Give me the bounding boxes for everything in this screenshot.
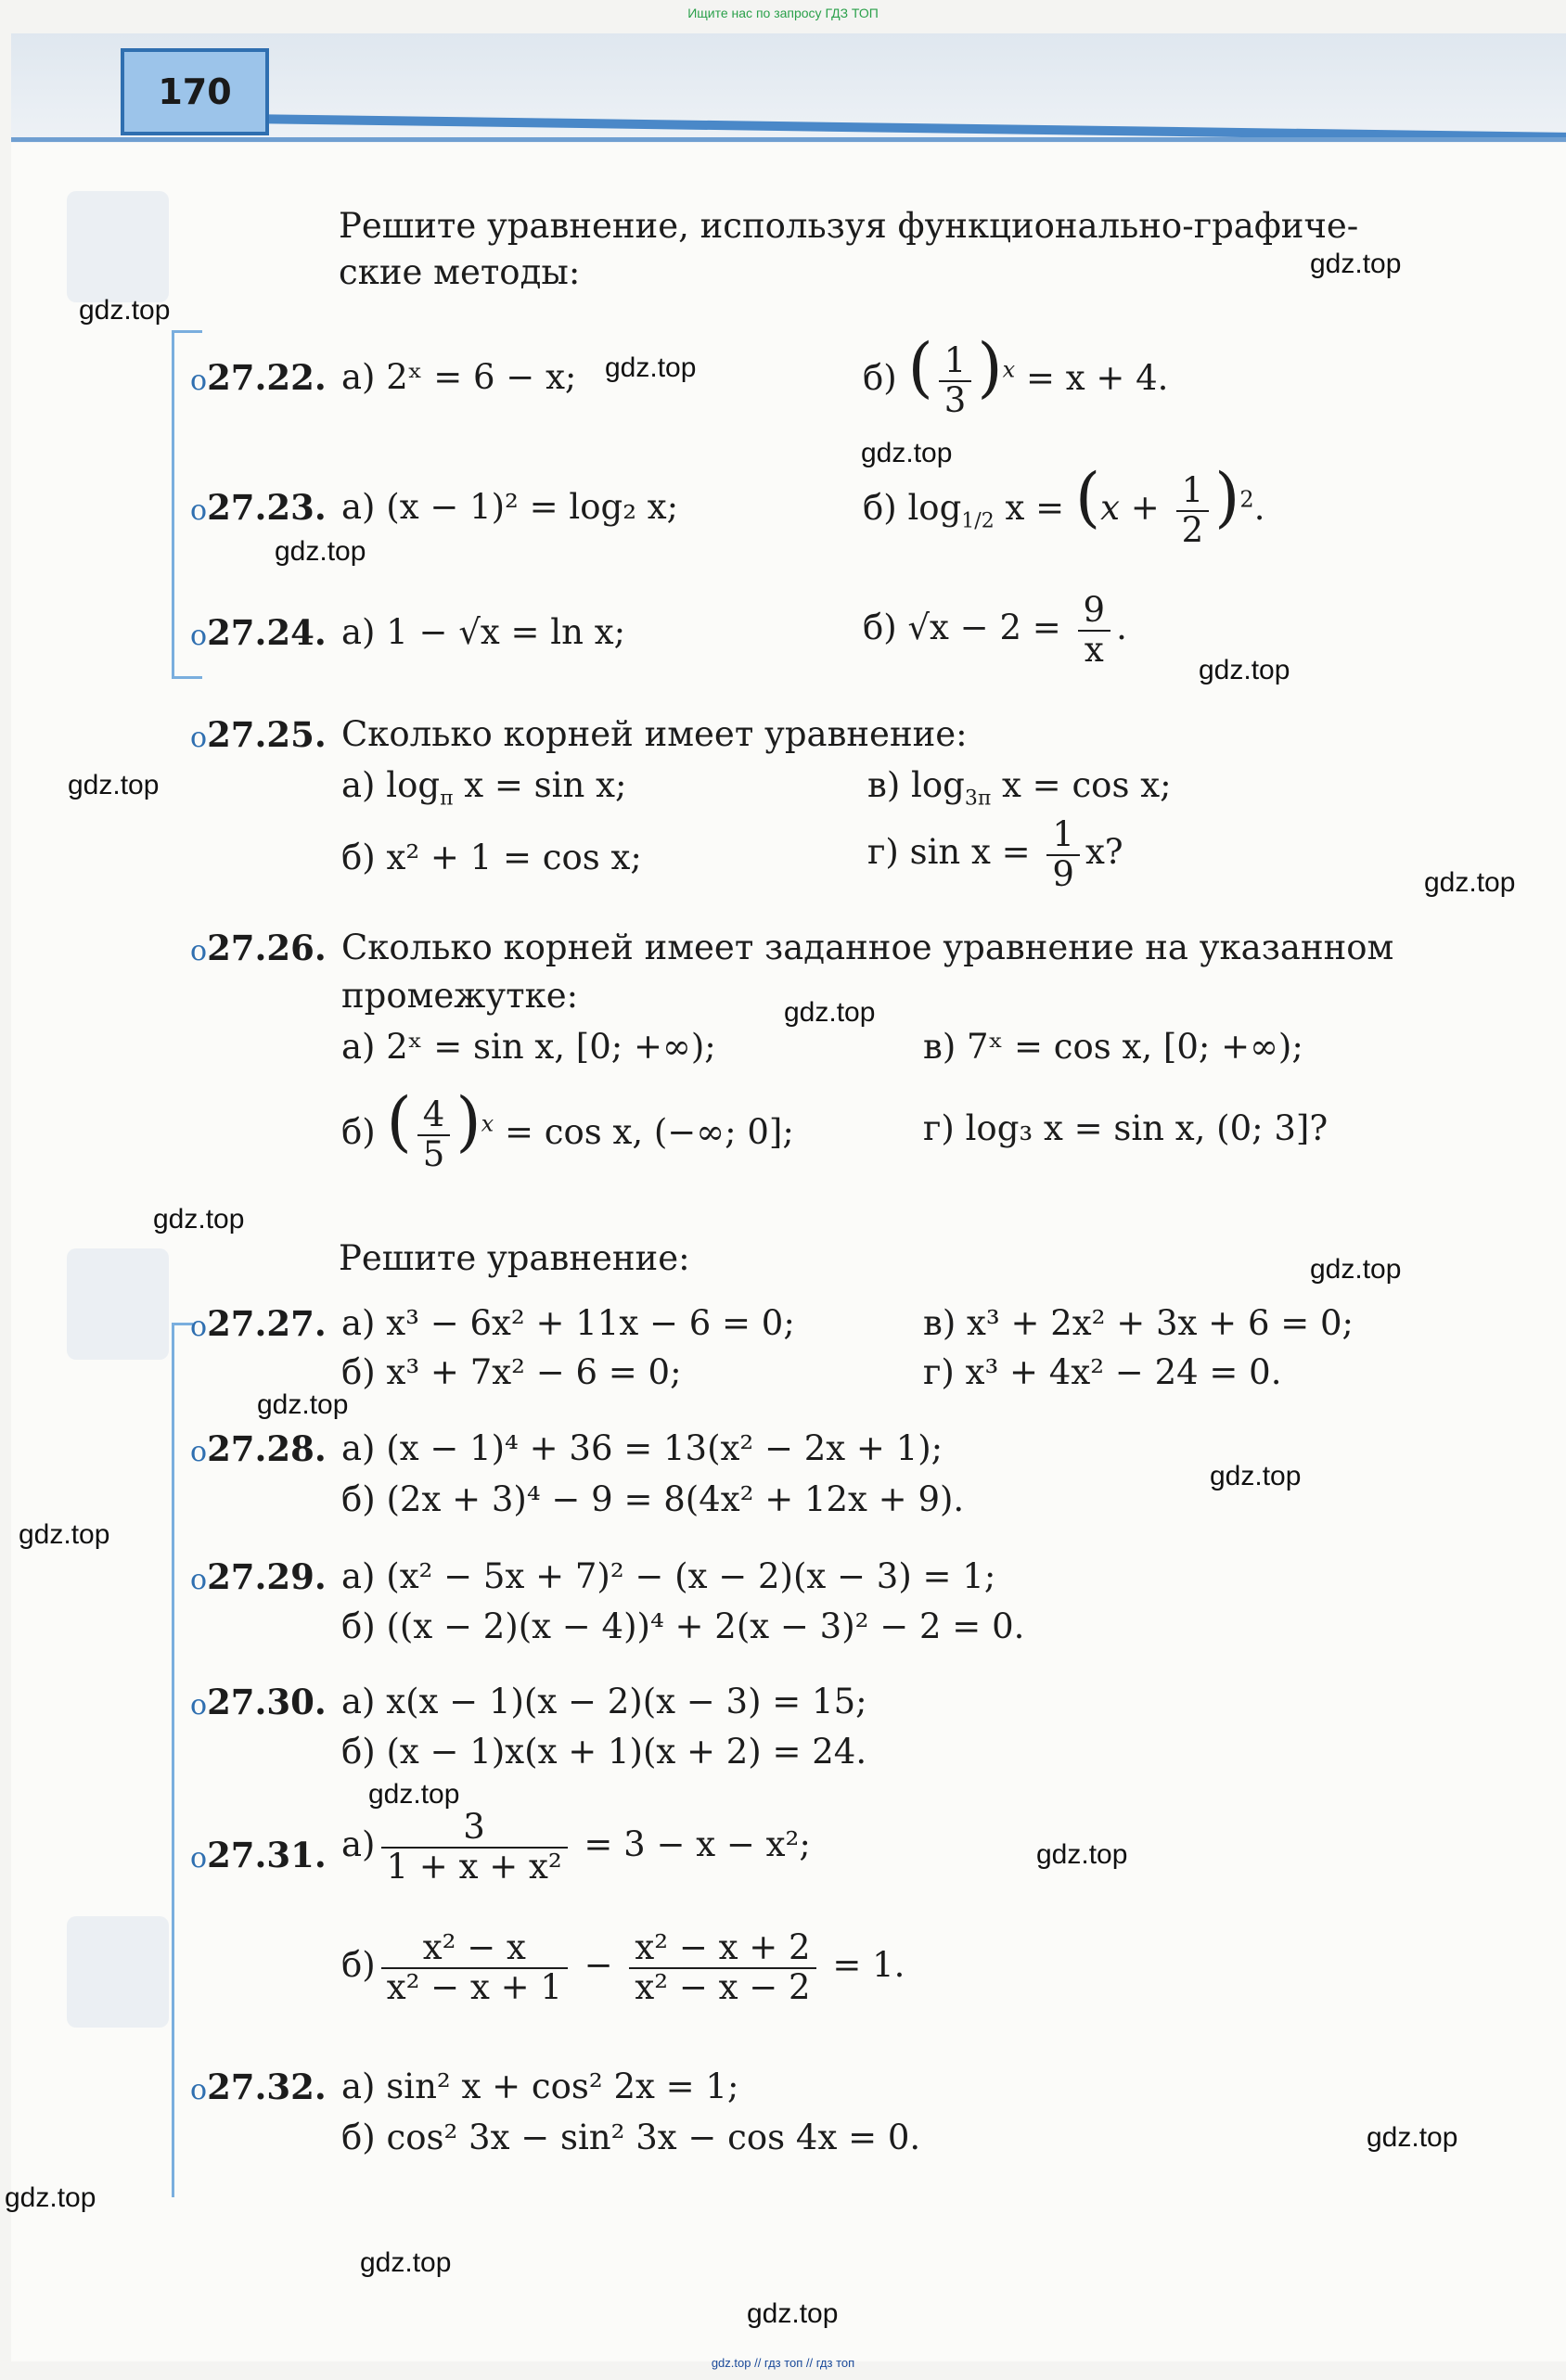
- problem-27-27-a: а) x³ − 6x² + 11x − 6 = 0;: [341, 1303, 795, 1343]
- ghost-arrow-middle: [67, 1248, 169, 1360]
- problem-number-27-24: o27.24.: [190, 612, 327, 653]
- ghost-arrow-top: [67, 191, 169, 302]
- problem-27-25-b: б) x² + 1 = cos x;: [341, 838, 642, 877]
- problem-27-27-v: в) x³ + 2x² + 3x + 6 = 0;: [923, 1303, 1354, 1343]
- problem-number-27-23: o27.23.: [190, 487, 327, 528]
- problem-number-27-31: o27.31.: [190, 1835, 327, 1875]
- ghost-arrow-bottom: [67, 1916, 169, 2028]
- problem-27-28-a: а) (x − 1)⁴ + 36 = 13(x² − 2x + 1);: [341, 1428, 943, 1468]
- problem-27-32-b: б) cos² 3x − sin² 3x − cos 4x = 0.: [341, 2118, 921, 2157]
- problem-27-30-b: б) (x − 1)x(x + 1)(x + 2) = 24.: [341, 1732, 867, 1772]
- watermark: gdz.top: [368, 1779, 460, 1810]
- problem-number-27-30: o27.30.: [190, 1682, 327, 1722]
- problem-27-30-a: а) x(x − 1)(x − 2)(x − 3) = 15;: [341, 1682, 867, 1721]
- problem-27-25-v: в) $\log_{3\pi} x = \cos x$;: [867, 765, 1172, 811]
- header-rule-lower: [11, 137, 1566, 142]
- watermark: gdz.top: [275, 536, 366, 567]
- watermark: gdz.top: [19, 1519, 110, 1550]
- watermark: gdz.top: [257, 1389, 349, 1420]
- watermark: gdz.top: [79, 295, 171, 326]
- watermark: gdz.top: [5, 2182, 96, 2213]
- problem-number-27-32: o27.32.: [190, 2067, 327, 2107]
- watermark: gdz.top: [1210, 1461, 1302, 1491]
- problem-27-25-title: Сколько корней имеет уравнение:: [341, 714, 968, 754]
- intro-solve: Решите уравнение:: [339, 1238, 690, 1278]
- problem-number-27-26: o27.26.: [190, 928, 327, 968]
- problem-27-26-b: б) ( $\frac{4}{5}$ )$^x$ = cos x, (−∞; 0];: [341, 1083, 794, 1174]
- problem-27-31-b: б) $\frac{\text{x² − x}}{\text{x² − x + 1}}$ − $\frac{\text{x² − x + 2}}{\text{x² − x − 2}}$ = 1.: [341, 1927, 905, 2007]
- problem-number-27-25: o27.25.: [190, 714, 327, 755]
- intro-text-line1: Решите уравнение, используя функционально-графиче-: [339, 206, 1359, 246]
- watermark: gdz.top: [1367, 2122, 1458, 2153]
- page-number: 170: [121, 48, 269, 135]
- watermark: gdz.top: [861, 438, 953, 468]
- problem-27-24-b: б) √x − 2 = $\frac{9}{x}$ .: [863, 590, 1127, 670]
- watermark: gdz.top: [68, 770, 160, 800]
- problem-27-25-a: а) $\log_\pi x = \sin x$;: [341, 765, 627, 811]
- problem-27-26-g: г) log₃ x = sin x, (0; 3]?: [923, 1108, 1329, 1148]
- watermark: gdz.top: [784, 997, 876, 1028]
- problem-27-28-b: б) (2x + 3)⁴ − 9 = 8(4x² + 12x + 9).: [341, 1479, 965, 1519]
- problem-27-26-title-line2: промежутке:: [341, 976, 579, 1016]
- problem-27-26-v: в) 7ˣ = cos x, [0; +∞);: [923, 1027, 1303, 1067]
- problem-number-27-22: o27.22.: [190, 357, 327, 398]
- problem-27-22-b: б) ( $\frac{1}{3}$ )$^x$ = x + 4.: [863, 329, 1169, 420]
- problem-number-27-27: o27.27.: [190, 1303, 327, 1344]
- watermark: gdz.top: [1310, 249, 1402, 279]
- problem-27-32-a: а) sin² x + cos² 2x = 1;: [341, 2067, 739, 2106]
- problem-27-22-a: а) 2ˣ = 6 − x;: [341, 357, 577, 397]
- watermark: gdz.top: [1199, 655, 1290, 685]
- problem-27-23-a: а) (x − 1)² = log₂ x;: [341, 487, 679, 527]
- problem-27-29-a: а) (x² − 5x + 7)² − (x − 2)(x − 3) = 1;: [341, 1556, 996, 1596]
- problem-27-25-g: г) sin x = $\frac{1}{9}$ x?: [867, 814, 1123, 894]
- bottom-notice: gdz.top // гдз топ // гдз топ: [711, 2356, 855, 2370]
- problem-27-31-a: а) $\frac{3}{\text{1 + x + x²}}$ = 3 − x − x²;: [341, 1807, 811, 1887]
- watermark: gdz.top: [153, 1204, 245, 1235]
- problem-number-27-28: o27.28.: [190, 1428, 327, 1469]
- top-notice: Ищите нас по запросу ГДЗ ТОП: [687, 6, 879, 20]
- problem-number-27-29: o27.29.: [190, 1556, 327, 1597]
- watermark: gdz.top: [1036, 1839, 1128, 1870]
- watermark: gdz.top: [747, 2298, 839, 2329]
- problem-27-26-title-line1: Сколько корней имеет заданное уравнение на указанном: [341, 928, 1394, 967]
- watermark: gdz.top: [605, 352, 697, 383]
- watermark: gdz.top: [1424, 867, 1516, 898]
- problem-27-29-b: б) ((x − 2)(x − 4))⁴ + 2(x − 3)² − 2 = 0.: [341, 1606, 1025, 1646]
- problem-27-26-a: а) 2ˣ = sin x, [0; +∞);: [341, 1027, 716, 1067]
- watermark: gdz.top: [360, 2247, 452, 2278]
- intro-text-line2: ские методы:: [339, 252, 581, 292]
- problem-27-24-a: а) 1 − √x = ln x;: [341, 612, 626, 652]
- problem-27-23-b: б) $\log_{1/2} x = (x$ + $\frac{1}{2}$ )$^2$.: [863, 459, 1265, 550]
- problem-27-27-g: г) x³ + 4x² − 24 = 0.: [923, 1352, 1282, 1392]
- watermark: gdz.top: [1310, 1254, 1402, 1285]
- problem-27-27-b: б) x³ + 7x² − 6 = 0;: [341, 1352, 682, 1392]
